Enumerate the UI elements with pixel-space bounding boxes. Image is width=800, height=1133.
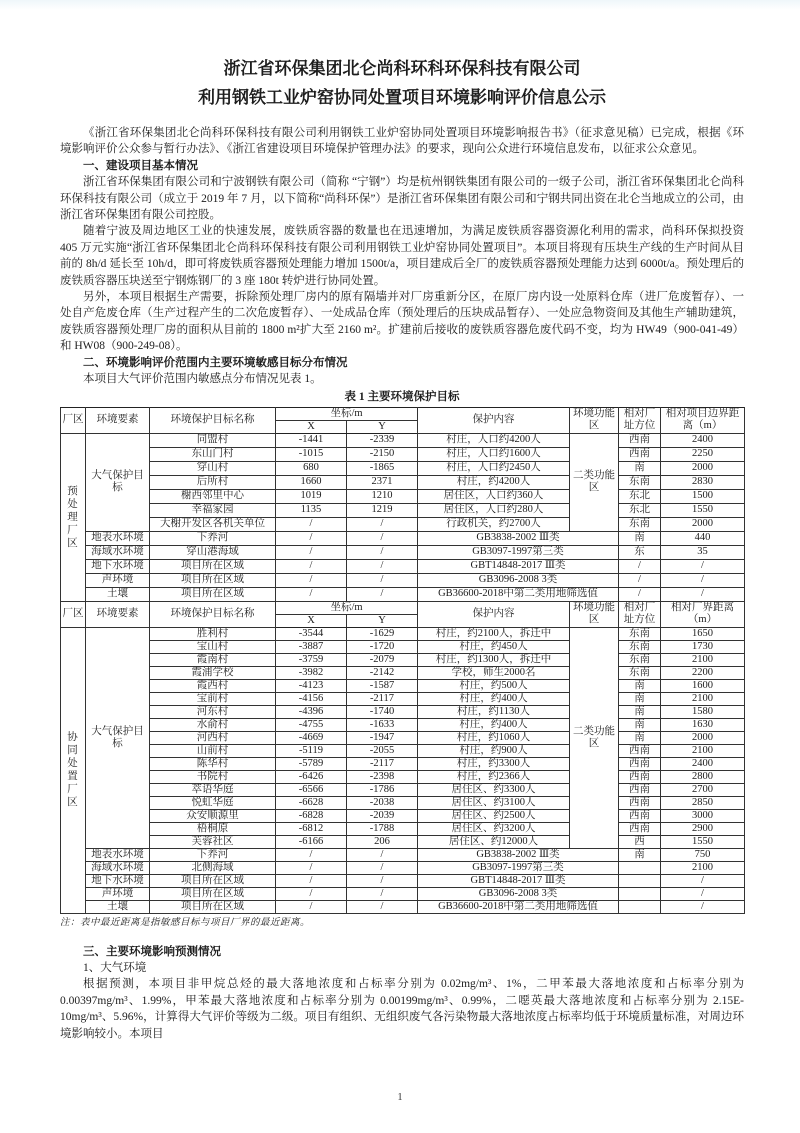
direction-cell: 南 bbox=[619, 679, 661, 692]
env-element-cell: 海域水环境 bbox=[86, 545, 150, 559]
target-name-cell: 宝前村 bbox=[150, 692, 276, 705]
target-name-cell: 北侧海域 bbox=[150, 861, 276, 874]
target-name-cell: 芙蓉社区 bbox=[150, 835, 276, 848]
protection-content-cell: 学校，师生2000名 bbox=[418, 666, 570, 679]
protection-content-cell: 村庄，人口约2450人 bbox=[418, 461, 570, 475]
protection-content-cell: 居住区，人口约360人 bbox=[418, 489, 570, 503]
air-target-row bbox=[61, 640, 745, 653]
coord-x-cell: -1015 bbox=[276, 447, 347, 461]
coord-y-cell: -2150 bbox=[347, 447, 418, 461]
direction-cell: 南 bbox=[619, 531, 661, 545]
coord-x-cell: / bbox=[276, 587, 347, 601]
header-target-name: 环境保护目标名称 bbox=[150, 601, 276, 627]
distance-cell: 1550 bbox=[661, 503, 745, 517]
doc-title-line1: 浙江省环保集团北仑尚科环科环保科技有限公司 bbox=[223, 59, 581, 78]
env-function-zone-cell: 二类功能区 bbox=[570, 433, 619, 531]
env-element-row bbox=[61, 848, 745, 861]
protection-content-cell: 村庄，约1060人 bbox=[418, 731, 570, 744]
direction-cell: 西 bbox=[619, 835, 661, 848]
header-coord-y: Y bbox=[347, 420, 418, 433]
direction-cell: 南 bbox=[619, 705, 661, 718]
direction-cell: 西南 bbox=[619, 809, 661, 822]
protection-content-cell: 行政机关，约2700人 bbox=[418, 517, 570, 531]
protection-content-cell: 居住区、约2500人 bbox=[418, 809, 570, 822]
air-target-row bbox=[61, 503, 745, 517]
distance-cell: 35 bbox=[661, 545, 745, 559]
distance-cell: 2000 bbox=[661, 517, 745, 531]
air-target-row bbox=[61, 822, 745, 835]
direction-cell: / bbox=[619, 559, 661, 573]
distance-cell: 1650 bbox=[661, 627, 745, 640]
protection-content-cell: 村庄，约2100人，拆迁中 bbox=[418, 627, 570, 640]
target-name-cell: 水俞村 bbox=[150, 718, 276, 731]
plant-cell: 预处理厂区 bbox=[61, 433, 86, 601]
target-name-cell: 霞南村 bbox=[150, 653, 276, 666]
air-target-row bbox=[61, 718, 745, 731]
air-target-row bbox=[61, 666, 745, 679]
direction-cell bbox=[619, 861, 661, 874]
coord-x-cell: -5119 bbox=[276, 744, 347, 757]
distance-cell: / bbox=[661, 587, 745, 601]
distance-cell: 2100 bbox=[661, 744, 745, 757]
protection-content-cell: 居住区，人口约280人 bbox=[418, 503, 570, 517]
header-element: 环境要素 bbox=[86, 601, 150, 627]
distance-cell: / bbox=[661, 573, 745, 587]
coord-y-cell: -2079 bbox=[347, 653, 418, 666]
coord-y-cell: / bbox=[347, 848, 418, 861]
header-relative-direction: 相对厂址方位 bbox=[619, 601, 661, 627]
distance-cell: 1600 bbox=[661, 679, 745, 692]
env-element-row bbox=[61, 531, 745, 545]
target-name-cell: 梧桐原 bbox=[150, 822, 276, 835]
coord-x-cell: 1660 bbox=[276, 475, 347, 489]
env-targets-table bbox=[60, 407, 745, 914]
table-note: 注：表中最近距离是指敏感目标与项目厂界的最近距离。 bbox=[60, 917, 311, 928]
air-target-row bbox=[61, 679, 745, 692]
coord-x-cell: -3544 bbox=[276, 627, 347, 640]
distance-cell: / bbox=[661, 900, 745, 913]
header-relative-distance: 相对厂界距离（m） bbox=[661, 601, 745, 627]
target-name-cell: 胜利村 bbox=[150, 627, 276, 640]
distance-cell: 2700 bbox=[661, 783, 745, 796]
distance-cell: 2250 bbox=[661, 447, 745, 461]
target-name-cell: 下养河 bbox=[150, 531, 276, 545]
air-target-row bbox=[61, 744, 745, 757]
standard-content-cell: GB3096-2008 3类 bbox=[418, 887, 619, 900]
direction-cell: 西南 bbox=[619, 796, 661, 809]
distance-cell: 1630 bbox=[661, 718, 745, 731]
target-name-cell: 幸福家园 bbox=[150, 503, 276, 517]
protection-content-cell: 村庄，约4200人 bbox=[418, 475, 570, 489]
coord-y-cell: -2398 bbox=[347, 770, 418, 783]
coord-x-cell: -4396 bbox=[276, 705, 347, 718]
env-element-cell: 海域水环境 bbox=[86, 861, 150, 874]
target-name-cell: 下养河 bbox=[150, 848, 276, 861]
intro-paragraph: 《浙江省环保集团北仑尚科环保科技有限公司利用钢铁工业炉窑协同处置项目环境影响报告书》（征求意见稿）已完成，根据《环境影响评价公众参与暂行办法》、《浙江省建设项目环境保护管理办法》的要求，现向公众进行环境信息发布，以征求公众意见。 bbox=[60, 127, 744, 156]
air-target-row bbox=[61, 489, 745, 503]
coord-y-cell: -2339 bbox=[347, 433, 418, 447]
coord-x-cell: -4755 bbox=[276, 718, 347, 731]
protection-content-cell: 村庄，约2366人 bbox=[418, 770, 570, 783]
coord-x-cell: / bbox=[276, 531, 347, 545]
table-title: 表 1 主要环境保护目标 bbox=[344, 390, 460, 403]
target-name-cell: 项目所在区域 bbox=[150, 887, 276, 900]
document-page bbox=[60, 54, 744, 1042]
env-element-row bbox=[61, 900, 745, 913]
direction-cell: 西南 bbox=[619, 433, 661, 447]
coord-y-cell: / bbox=[347, 861, 418, 874]
table-lead: 本项目大气评价范围内敏感点分布情况见表 1。 bbox=[83, 373, 322, 386]
air-target-row bbox=[61, 757, 745, 770]
coord-y-cell: -2117 bbox=[347, 757, 418, 770]
env-element-cell: 地下水环境 bbox=[86, 559, 150, 573]
env-function-zone-cell: 二类功能区 bbox=[570, 627, 619, 848]
coord-y-cell: -2117 bbox=[347, 692, 418, 705]
protection-content-cell: 村庄，约400人 bbox=[418, 718, 570, 731]
distance-cell: 2000 bbox=[661, 461, 745, 475]
section3-heading: 三、主要环境影响预测情况 bbox=[83, 945, 221, 958]
distance-cell: / bbox=[661, 559, 745, 573]
section2-heading: 二、环境影响评价范围内主要环境敏感目标分布情况 bbox=[83, 356, 348, 369]
air-target-row bbox=[61, 809, 745, 822]
target-name-cell: 陈华村 bbox=[150, 757, 276, 770]
protection-content-cell: 村庄，人口约4200人 bbox=[418, 433, 570, 447]
coord-y-cell: -2055 bbox=[347, 744, 418, 757]
air-target-row bbox=[61, 770, 745, 783]
coord-y-cell: / bbox=[347, 587, 418, 601]
protection-content-cell: 村庄，约400人 bbox=[418, 692, 570, 705]
coord-x-cell: -5789 bbox=[276, 757, 347, 770]
target-name-cell: 河东村 bbox=[150, 705, 276, 718]
page-number: 1 bbox=[397, 1092, 403, 1103]
direction-cell: 东南 bbox=[619, 666, 661, 679]
protection-content-cell: 居住区、约3100人 bbox=[418, 796, 570, 809]
direction-cell bbox=[619, 874, 661, 887]
standard-content-cell: GB3096-2008 3类 bbox=[418, 573, 619, 587]
header-relative-direction: 相对厂址方位 bbox=[619, 407, 661, 433]
distance-cell: 2900 bbox=[661, 822, 745, 835]
coord-y-cell: 1219 bbox=[347, 503, 418, 517]
header-relative-distance: 相对项目边界距离（m） bbox=[661, 407, 745, 433]
air-target-row bbox=[61, 731, 745, 744]
standard-content-cell: GB3097-1997第三类 bbox=[418, 861, 619, 874]
env-element-row bbox=[61, 559, 745, 573]
standard-content-cell: GB3838-2002 Ⅲ类 bbox=[418, 848, 619, 861]
scan-edge-artifact bbox=[0, 0, 800, 10]
coord-x-cell: / bbox=[276, 517, 347, 531]
protection-content-cell: 村庄，约1300人，拆迁中 bbox=[418, 653, 570, 666]
coord-y-cell: -1740 bbox=[347, 705, 418, 718]
target-name-cell: 霞浦学校 bbox=[150, 666, 276, 679]
coord-x-cell: -1441 bbox=[276, 433, 347, 447]
direction-cell: 东南 bbox=[619, 627, 661, 640]
env-element-cell: 地表水环境 bbox=[86, 531, 150, 545]
target-name-cell: 大榭开发区各机关单位 bbox=[150, 517, 276, 531]
header-plant: 厂区 bbox=[61, 601, 86, 627]
standard-content-cell: GB36600-2018中第二类用地筛选值 bbox=[418, 900, 619, 913]
coord-y-cell: -2038 bbox=[347, 796, 418, 809]
direction-cell: 南 bbox=[619, 731, 661, 744]
direction-cell: 东 bbox=[619, 545, 661, 559]
header-coord-y: Y bbox=[347, 614, 418, 627]
section3-subheading: 1、大气环境 bbox=[83, 961, 147, 974]
env-element-row bbox=[61, 545, 745, 559]
distance-cell: 750 bbox=[661, 848, 745, 861]
coord-y-cell: / bbox=[347, 573, 418, 587]
direction-cell: / bbox=[619, 573, 661, 587]
header-plant: 厂区 bbox=[61, 407, 86, 433]
direction-cell: 西南 bbox=[619, 744, 661, 757]
section1-paragraph-3: 另外，本项目根据生产需要，拆除预处理厂房内的原有隔墙并对厂房重新分区，在原厂房内设一处原料仓库（进厂危废暂存）、一处自产危废仓库（生产过程产生的二次危废暂存）、一处成品仓库（预处理后的压块成品暂存）、一处应急物资间及其他生产辅助建筑，废铁质容器预处理厂房的面积从目前的 1800 m²扩大至 2160 m²。扩建前后接收的废铁质容器危废代码不变，均为 HW49（900-041-49）和 HW08（900-249-08）。 bbox=[60, 291, 744, 353]
coord-y-cell: -1865 bbox=[347, 461, 418, 475]
env-element-cell: 土壤 bbox=[86, 900, 150, 913]
coord-x-cell: / bbox=[276, 861, 347, 874]
coord-y-cell: / bbox=[347, 900, 418, 913]
direction-cell: 东北 bbox=[619, 503, 661, 517]
direction-cell: 东北 bbox=[619, 489, 661, 503]
coord-x-cell: / bbox=[276, 573, 347, 587]
direction-cell: 南 bbox=[619, 461, 661, 475]
distance-cell: 2100 bbox=[661, 861, 745, 874]
coord-x-cell: -4123 bbox=[276, 679, 347, 692]
coord-y-cell: 206 bbox=[347, 835, 418, 848]
air-target-row bbox=[61, 627, 745, 640]
coord-x-cell: -6828 bbox=[276, 809, 347, 822]
coord-x-cell: -3887 bbox=[276, 640, 347, 653]
header-coordinates: 坐标/m bbox=[276, 407, 418, 420]
protection-content-cell: 村庄，人口约1600人 bbox=[418, 447, 570, 461]
header-env-function-zone: 环境功能区 bbox=[570, 601, 619, 627]
header-element: 环境要素 bbox=[86, 407, 150, 433]
distance-cell: 2830 bbox=[661, 475, 745, 489]
protection-content-cell: 村庄，约1130人 bbox=[418, 705, 570, 718]
target-name-cell: 书院村 bbox=[150, 770, 276, 783]
target-name-cell: 项目所在区域 bbox=[150, 900, 276, 913]
env-element-row bbox=[61, 874, 745, 887]
target-name-cell: 宝山村 bbox=[150, 640, 276, 653]
standard-content-cell: GB36600-2018中第二类用地筛选值 bbox=[418, 587, 619, 601]
table-header-row bbox=[61, 601, 745, 614]
target-name-cell: 项目所在区域 bbox=[150, 573, 276, 587]
header-target-name: 环境保护目标名称 bbox=[150, 407, 276, 433]
coord-x-cell: 1135 bbox=[276, 503, 347, 517]
header-coord-x: X bbox=[276, 614, 347, 627]
distance-cell: 2200 bbox=[661, 666, 745, 679]
coord-y-cell: -2039 bbox=[347, 809, 418, 822]
target-name-cell: 榭西邻里中心 bbox=[150, 489, 276, 503]
target-name-cell: 穿山港海域 bbox=[150, 545, 276, 559]
target-name-cell: 山前村 bbox=[150, 744, 276, 757]
protection-content-cell: 村庄，约900人 bbox=[418, 744, 570, 757]
standard-content-cell: GB3838-2002 Ⅲ类 bbox=[418, 531, 619, 545]
distance-cell: / bbox=[661, 887, 745, 900]
standard-content-cell: GB3097-1997第三类 bbox=[418, 545, 619, 559]
coord-x-cell: 680 bbox=[276, 461, 347, 475]
section1-paragraph-1: 浙江省环保集团有限公司和宁波钢铁有限公司（简称 “宁钢”）均是杭州钢铁集团有限公司的一级子公司，浙江省环保集团北仑尚科环保科技有限公司（成立于 2019 年 7 月，以下简称“尚科环保”）是浙江省环保集团有限公司和宁钢共同出资在北仑当地成立的公司，由浙江省环保集团有限公司控股。 bbox=[60, 176, 744, 222]
target-name-cell: 萃语华庭 bbox=[150, 783, 276, 796]
target-name-cell: 悦虹华庭 bbox=[150, 796, 276, 809]
env-element-row bbox=[61, 861, 745, 874]
env-element-cell: 声环境 bbox=[86, 573, 150, 587]
air-target-row bbox=[61, 517, 745, 531]
target-name-cell: 后所村 bbox=[150, 475, 276, 489]
coord-x-cell: / bbox=[276, 874, 347, 887]
distance-cell: 2850 bbox=[661, 796, 745, 809]
coord-x-cell: / bbox=[276, 559, 347, 573]
target-name-cell: 项目所在区域 bbox=[150, 587, 276, 601]
section3-paragraph: 根据预测，本项目非甲烷总烃的最大落地浓度和占标率分别为 0.02mg/m³、1%，二甲苯最大落地浓度和占标率分别为 0.00397mg/m³、1.99%，甲苯最大落地浓度和占标率分别为 0.00199mg/m³、0.99%，二噁英最大落地浓度和占标率分别为 2.15E-10mg/m³、5.96%，计算得大气评价等级为二级。项目有组织、无组织废气各污染物最大落地浓度占标率均低于环境质量标准，对周边环境影响较小。本项目 bbox=[60, 978, 744, 1040]
env-element-cell: 地表水环境 bbox=[86, 848, 150, 861]
header-env-function-zone: 环境功能区 bbox=[570, 407, 619, 433]
target-name-cell: 霞西村 bbox=[150, 679, 276, 692]
direction-cell: 南 bbox=[619, 718, 661, 731]
coord-y-cell: 1210 bbox=[347, 489, 418, 503]
direction-cell: 南 bbox=[619, 692, 661, 705]
direction-cell bbox=[619, 900, 661, 913]
coord-y-cell: / bbox=[347, 517, 418, 531]
distance-cell: 2100 bbox=[661, 653, 745, 666]
direction-cell bbox=[619, 887, 661, 900]
distance-cell: 3000 bbox=[661, 809, 745, 822]
protection-content-cell: 居住区、约12000人 bbox=[418, 835, 570, 848]
distance-cell: 2000 bbox=[661, 731, 745, 744]
header-coord-x: X bbox=[276, 420, 347, 433]
header-protection-content: 保护内容 bbox=[418, 601, 570, 627]
coord-x-cell: / bbox=[276, 887, 347, 900]
env-element-cell: 土壤 bbox=[86, 587, 150, 601]
section1-heading: 一、建设项目基本情况 bbox=[83, 159, 198, 172]
header-coordinates: 坐标/m bbox=[276, 601, 418, 614]
direction-cell: 西南 bbox=[619, 770, 661, 783]
coord-x-cell: -6812 bbox=[276, 822, 347, 835]
coord-y-cell: / bbox=[347, 887, 418, 900]
coord-x-cell: / bbox=[276, 848, 347, 861]
direction-cell: 东南 bbox=[619, 640, 661, 653]
distance-cell: 2400 bbox=[661, 433, 745, 447]
coord-y-cell: -1786 bbox=[347, 783, 418, 796]
doc-title-line2: 利用钢铁工业炉窑协同处置项目环境影响评价信息公示 bbox=[198, 88, 606, 107]
air-target-row bbox=[61, 653, 745, 666]
direction-cell: 西南 bbox=[619, 757, 661, 770]
env-element-row bbox=[61, 573, 745, 587]
air-target-row bbox=[61, 796, 745, 809]
protection-content-cell: 居住区、约3300人 bbox=[418, 783, 570, 796]
coord-y-cell: / bbox=[347, 531, 418, 545]
direction-cell: / bbox=[619, 587, 661, 601]
coord-y-cell: 2371 bbox=[347, 475, 418, 489]
distance-cell: 1580 bbox=[661, 705, 745, 718]
coord-x-cell: / bbox=[276, 900, 347, 913]
air-target-row bbox=[61, 835, 745, 848]
env-element-cell: 地下水环境 bbox=[86, 874, 150, 887]
coord-x-cell: -6166 bbox=[276, 835, 347, 848]
header-protection-content: 保护内容 bbox=[418, 407, 570, 433]
distance-cell: / bbox=[661, 874, 745, 887]
section1-paragraph-2: 随着宁波及周边地区工业的快速发展，废铁质容器的数量也在迅速增加，为满足废铁质容器资源化利用的需求，尚科环保拟投资 405 万元实施“浙江省环保集团北仑尚科环保科技有限公司利用钢铁工业炉窑协同处置项目”。本项目将现有压块生产线的生产时间从目前的 8h/d 延长至 10h/d，即可将废铁质容器预处理能力增加 1500t/a，项目建成后全厂的废铁质容器预处理能力达到 6000t/a。预处理后的废铁质容器压块送至宁钢炼钢厂的 3 座 180t 转炉进行协同处置。 bbox=[60, 225, 744, 287]
env-element-row bbox=[61, 587, 745, 601]
target-name-cell: 项目所在区域 bbox=[150, 559, 276, 573]
env-element-cell: 声环境 bbox=[86, 887, 150, 900]
air-target-row bbox=[61, 433, 745, 447]
coord-y-cell: -1629 bbox=[347, 627, 418, 640]
plant-cell: 协同处置厂区 bbox=[61, 627, 86, 913]
distance-cell: 2100 bbox=[661, 692, 745, 705]
distance-cell: 2400 bbox=[661, 757, 745, 770]
standard-content-cell: GBT14848-2017 Ⅲ类 bbox=[418, 559, 619, 573]
coord-x-cell: -3759 bbox=[276, 653, 347, 666]
distance-cell: 1500 bbox=[661, 489, 745, 503]
coord-x-cell: -6426 bbox=[276, 770, 347, 783]
air-target-row bbox=[61, 692, 745, 705]
direction-cell: 东南 bbox=[619, 653, 661, 666]
target-name-cell: 河西村 bbox=[150, 731, 276, 744]
direction-cell: 西南 bbox=[619, 447, 661, 461]
target-name-cell: 穿山村 bbox=[150, 461, 276, 475]
distance-cell: 440 bbox=[661, 531, 745, 545]
air-target-label-cell: 大气保护目标 bbox=[86, 433, 150, 531]
table-header-row bbox=[61, 407, 745, 420]
target-name-cell: 东山门村 bbox=[150, 447, 276, 461]
air-target-row bbox=[61, 783, 745, 796]
air-target-row bbox=[61, 447, 745, 461]
distance-cell: 2800 bbox=[661, 770, 745, 783]
standard-content-cell: GBT14848-2017 Ⅲ类 bbox=[418, 874, 619, 887]
air-target-label-cell: 大气保护目标 bbox=[86, 627, 150, 848]
coord-y-cell: -1587 bbox=[347, 679, 418, 692]
direction-cell: 东南 bbox=[619, 475, 661, 489]
env-targets-table-body bbox=[61, 407, 745, 913]
coord-y-cell: -1720 bbox=[347, 640, 418, 653]
coord-y-cell: / bbox=[347, 545, 418, 559]
air-target-row bbox=[61, 461, 745, 475]
env-element-row bbox=[61, 887, 745, 900]
protection-content-cell: 居住区、约3200人 bbox=[418, 822, 570, 835]
target-name-cell: 同盟村 bbox=[150, 433, 276, 447]
distance-cell: 1550 bbox=[661, 835, 745, 848]
direction-cell: 西南 bbox=[619, 822, 661, 835]
distance-cell: 1730 bbox=[661, 640, 745, 653]
coord-x-cell: / bbox=[276, 545, 347, 559]
coord-y-cell: -1788 bbox=[347, 822, 418, 835]
coord-x-cell: -6566 bbox=[276, 783, 347, 796]
coord-x-cell: 1019 bbox=[276, 489, 347, 503]
coord-y-cell: -1947 bbox=[347, 731, 418, 744]
protection-content-cell: 村庄，约3300人 bbox=[418, 757, 570, 770]
coord-x-cell: -4156 bbox=[276, 692, 347, 705]
protection-content-cell: 村庄，约500人 bbox=[418, 679, 570, 692]
direction-cell: 西南 bbox=[619, 783, 661, 796]
target-name-cell: 众安顺源里 bbox=[150, 809, 276, 822]
coord-y-cell: / bbox=[347, 559, 418, 573]
protection-content-cell: 村庄，约450人 bbox=[418, 640, 570, 653]
coord-y-cell: -1633 bbox=[347, 718, 418, 731]
direction-cell: 东南 bbox=[619, 517, 661, 531]
air-target-row bbox=[61, 475, 745, 489]
coord-y-cell: / bbox=[347, 874, 418, 887]
target-name-cell: 项目所在区域 bbox=[150, 874, 276, 887]
coord-x-cell: -6628 bbox=[276, 796, 347, 809]
direction-cell: 南 bbox=[619, 848, 661, 861]
coord-y-cell: -2142 bbox=[347, 666, 418, 679]
air-target-row bbox=[61, 705, 745, 718]
coord-x-cell: -4669 bbox=[276, 731, 347, 744]
coord-x-cell: -3982 bbox=[276, 666, 347, 679]
